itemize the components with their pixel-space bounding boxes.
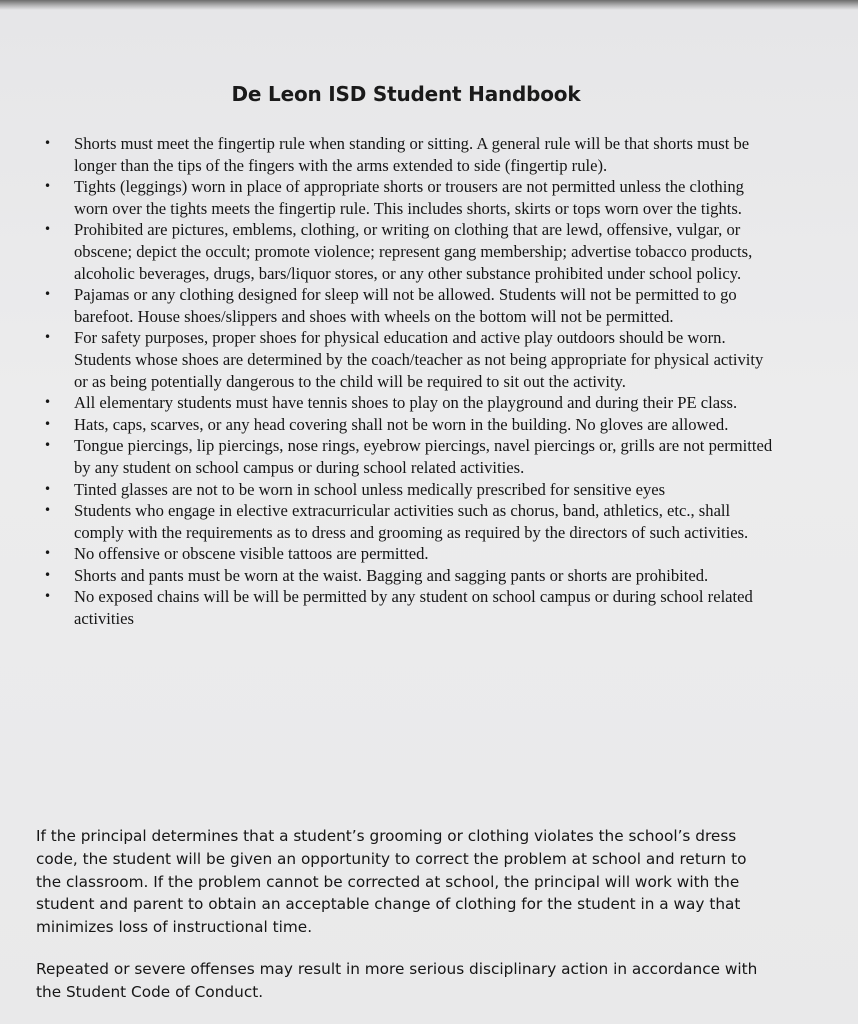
bullet-icon: • <box>44 438 52 453</box>
list-item-text: Shorts must meet the fingertip rule when standing or sitting. A general rule will be that shorts must be longer than the tips of the fingers with the arms extended to side (fingertip rule). <box>74 134 750 175</box>
list-item <box>40 543 780 565</box>
bullet-icon: • <box>44 503 52 518</box>
list-item <box>40 392 780 414</box>
bullet-icon: • <box>44 567 52 582</box>
dress-code-list <box>40 133 780 630</box>
bullet-icon: • <box>44 136 52 150</box>
bullet-icon: • <box>44 287 52 302</box>
bullet-icon: • <box>44 481 52 496</box>
offenses-paragraph: Repeated or severe offenses may result in more serious disciplinary action in accordance with the Student Code of Conduct. <box>36 960 758 1001</box>
list-item-text: Tinted glasses are not to be worn in school unless medically prescribed for sensitive eyes <box>74 479 666 499</box>
bullet-icon: • <box>44 416 52 431</box>
list-item-text: All elementary students must have tennis shoes to play on the playground and during their PE class. <box>74 393 738 413</box>
list-item-text: For safety purposes, proper shoes for physical education and active play outdoors should be worn. Students whose shoes are determined by the coach/teacher as not being appropriate for physical activity or as being potentially dangerous to the child will be required to sit out the activity. <box>74 328 764 391</box>
list-item <box>40 500 780 543</box>
list-item <box>40 479 780 501</box>
bullet-icon: • <box>44 179 52 194</box>
list-item-text: Tongue piercings, lip piercings, nose rings, eyebrow piercings, navel piercings or, grills are not permitted by any student on school campus or during school related activities. <box>74 436 773 477</box>
list-item-text: Hats, caps, scarves, or any head covering shall not be worn in the building. No gloves are allowed. <box>74 414 729 434</box>
bullet-icon: • <box>44 546 52 561</box>
list-item-text: Shorts and pants must be worn at the waist. Bagging and sagging pants or shorts are prohibited. <box>74 565 709 585</box>
list-item <box>40 414 780 436</box>
list-item-text: Prohibited are pictures, emblems, clothing, or writing on clothing that are lewd, offensive, vulgar, or obscene; depict the occult; promote violence; represent gang membership; advertise tobacco products, alcoholic beverages, drugs, bars/liquor stores, or any other substance prohibited under school policy. <box>74 220 753 283</box>
bullet-icon: • <box>44 589 52 604</box>
list-item <box>40 435 780 478</box>
list-item-text: No offensive or obscene visible tattoos are permitted. <box>74 544 429 564</box>
page-title: De Leon ISD Student Handbook <box>231 82 581 106</box>
list-item-text: No exposed chains will be will be permitted by any student on school campus or during school related activities <box>74 587 753 629</box>
bullet-icon: • <box>44 330 52 345</box>
principal-paragraph: If the principal determines that a student’s grooming or clothing violates the school’s dress code, the student will be given an opportunity to correct the problem at school and return to the classroom. If the problem cannot be corrected at school, the principal will work with the student and parent to obtain an acceptable change of clothing for the student in a way that minimizes loss of instructional time. <box>36 827 747 937</box>
list-item <box>40 565 780 587</box>
bullet-icon: • <box>44 222 52 237</box>
list-item <box>40 284 780 327</box>
list-item-text: Tights (leggings) worn in place of appropriate shorts or trousers are not permitted unless the clothing worn over the tights meets the fingertip rule. This includes shorts, skirts or tops worn over the tights. <box>74 177 744 218</box>
list-item <box>40 133 780 176</box>
list-item-text: Pajamas or any clothing designed for sleep will not be allowed. Students will not be permitted to go barefoot. House shoes/slippers and shoes with wheels on the bottom will not be permitted. <box>74 285 737 326</box>
list-item <box>40 327 780 392</box>
list-item-text: Students who engage in elective extracurricular activities such as chorus, band, athletics, etc., shall comply with the requirements as to dress and grooming as required by the directors of such activities. <box>74 501 749 542</box>
list-item <box>40 219 780 284</box>
bullet-icon: • <box>44 395 52 410</box>
list-item <box>40 176 780 219</box>
list-item <box>40 586 780 629</box>
